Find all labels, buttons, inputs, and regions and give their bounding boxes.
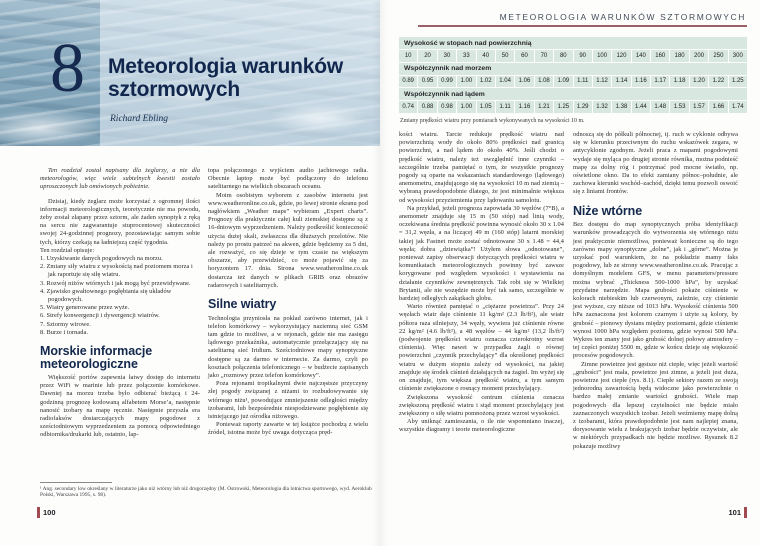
text-block: Dzisiaj, kiedy żeglarz może korzystać z ogromnej ilości informacji meteorologicznych, teoretycznie nie ma powodu, żeby został złapany przez sztorm, ale żaden synoptyk z ręką na sercu nie zagwarantuje stuprocentowej skuteczności swojej 24-godzinnej prognozy, pozostawiając samym sobie tych, którzy czekają na ładniejszą część tygodnia.: [40, 197, 200, 246]
table-cell: 200: [690, 50, 708, 62]
table-cell: 0.89: [399, 76, 417, 88]
text-block: 2. Zmiany siły wiatru z wysokością nad poziomem morza i jak raportuje się siłę wiatru.: [40, 263, 193, 279]
table-row-heights: [399, 50, 747, 62]
text-block: 6. Strefy konwergencji i dywergencji wiatrów.: [40, 312, 160, 320]
table-cell: 140: [632, 50, 650, 62]
table-cell: 20: [418, 50, 436, 62]
text-block: Na przykład, jeżeli prognoza zapowiada 30 węzłów (7°B), a anemometr znajduje się 15 m (50 stóp) nad linią wody, oczekiwana średnia prędkość powinna wynosić około 30 x 1.04 = 31,2 węzła, a na liczącej 49 m (160 stóp) latarni morskiej takiej jak Fastnet może zostać odnotowane 30 x 1.48 = 44,4 węzła; dobra „dziewiątka”! Użyłem słowa „odnotowane”, ponieważ zapisy obserwacji dotyczących prędkości wiatru w komunikatach meteorologicznych powinny być zawsze korygowane pod względem wysokości i wystawienia na działanie czynników zewnętrznych. Tak robi się w Wielkiej Brytanii, ale nie wszędzie może być tak samo, szczególnie w bardziej odległych zakątkach globu.: [399, 204, 564, 303]
table-cell: 1.09: [554, 76, 572, 88]
page-number-left: [37, 507, 56, 518]
table-cell: 0.88: [418, 101, 436, 113]
right-page-column-2: [573, 131, 738, 451]
page-number-value: 100: [43, 508, 56, 517]
page-number-accent-bar: [37, 507, 40, 518]
table-cell: 70: [535, 50, 553, 62]
table-cell: 1.16: [632, 76, 650, 88]
table-cell: 60: [515, 50, 533, 62]
table-row-sea: [399, 76, 747, 88]
table-cell: 100: [593, 50, 611, 62]
table-cell: 1.20: [690, 76, 708, 88]
chapter-number: 8: [50, 30, 85, 107]
text-block: Warto również pamiętać o „ciężarze powietrza”. Przy 24 węzłach wiatr daje ciśnienie 11 kg/m² (2.3 lb/ft²), ale wiatr półtora raza silniejszy, 34 węzły, wywiera już ciśnienie równe 22 kg/m² (4.6 lb/ft²), a 48 węzłów – 44 kg/m² (13,2 lb/ft²) (podwojenie prędkości wiatru oznacza czterokrotny wzrost ciśnienia). Więc nawet w przypadku żagli o równej powierzchni „czynnik przechylający” dla określonej prędkości wiatru w dużym stopniu zależy od wysokości, na jakiej znajduje się środek ciśnień działających na żagiel. Im wyżej się on znajduje, tym większa prędkość wiatru, a tym samym ciśnienie zwiększone o rosnący moment przechylający.: [399, 303, 564, 393]
table-cell: 300: [729, 50, 747, 62]
text-block: 4. Zjawisko gwałtownego pogłębiania się układów pogodowych.: [40, 287, 172, 304]
table-cell: 1.08: [535, 76, 553, 88]
table-cell: 1.21: [535, 101, 553, 113]
text-block: topa połączonego z wyjściem audio jachtowego radia. Obecnie laptop może być podłączony do telefonu satelitarnego na wielkich obszarach oceanu.: [208, 167, 368, 191]
table-cell: 250: [709, 50, 727, 62]
page-number-right: [728, 507, 747, 518]
table-cell: 1.11: [574, 76, 592, 88]
table-cell: 40: [477, 50, 495, 62]
left-page-column-1: [40, 167, 200, 440]
table-cell: 1.02: [477, 76, 495, 88]
text-block: Bez dostępu do map synoptycznych próba identyfikacji warunków prowadzących do wytworzenia się wtórnego niżu jest praktycznie niemożliwa, ponieważ konieczne są do tego zarówno mapy synoptyczne „dolne”, jak i „górne”. Można je uzyskać pod warunkiem, że na pokładzie mamy faks pogodowy, lub ze strony www.weatheronline.co.uk. Pracując z domyślnym modelem GFS, w menu parameters/pressure można wybrać „Thickness 500-1000 hPa”, by uzyskać przydatne narzędzie. Mapa grubości pokaże ciśnienie w kolorach niebieskim lub czerwonym, zależnie, czy ciśnienie jest wyższe, czy niższe od 1013 hPa. Wysokość ciśnienia 500 hPa zaznaczona jest kolorem czarnym i użyte są kolory, by grubość – pionowy dystans między poziomami, gdzie ciśnienie wynosi 1000 hPa względem poziomu, gdzie wynosi 500 hPa. Wykres ten znany jest jako grubość dolnej połowy atmosfery – tej części poniżej 5500 m, gdzie w końcu dzieje się większość procesów pogodowych.: [573, 221, 738, 360]
text-block: Ponieważ raporty zawarte w tej książce pochodzą z wielu źródeł, istotna może być uwaga dotycząca pręd-: [208, 421, 368, 437]
text-block: 5. Wiatry generowane przez wyże.: [40, 304, 130, 312]
table-section-label: Współczynnik nad morzem: [399, 63, 747, 75]
author-name: Richard Ebling: [110, 114, 168, 124]
table-cell: 1.29: [574, 101, 592, 113]
table-cell: 10: [399, 50, 417, 62]
text-block: Ten rozdział został napisany dla żeglarzy, a nie dla meteorologów, więc wiele subtelnych kwestii zostało uproszczonych lub omówionych pobieżnie.: [40, 167, 200, 191]
table-cell: 1.00: [457, 76, 475, 88]
table-row-land: [399, 101, 747, 113]
table-cell: 1.14: [612, 76, 630, 88]
page-number-accent-bar: [744, 507, 747, 518]
table-cell: 120: [612, 50, 630, 62]
table-cell: 1.53: [670, 101, 688, 113]
table-section-label: Współczynnik nad lądem: [399, 88, 747, 100]
table-cell: 1.12: [593, 76, 611, 88]
table-cell: 180: [670, 50, 688, 62]
table-cell: 1.74: [729, 101, 747, 113]
text-block: 1. Uzyskiwanie danych pogodowych na morzu.: [40, 255, 163, 263]
running-head: METEOROLOGIA WARUNKÓW SZTORMOWYCH: [499, 12, 746, 22]
table-cell: 0.99: [438, 76, 456, 88]
table-cell: 0.95: [418, 76, 436, 88]
table-section-label: Wysokość w stopach nad powierzchnią: [399, 37, 747, 49]
table-caption: Zmiany prędkości wiatru przy pomiarach wykonywanych na wysokości 10 m.: [400, 118, 585, 124]
running-head-rule: [418, 25, 747, 27]
table-cell: 0.74: [399, 101, 417, 113]
table-cell: 1.48: [651, 101, 669, 113]
table-cell: 30: [438, 50, 456, 62]
table-cell: 1.66: [709, 101, 727, 113]
table-cell: 90: [574, 50, 592, 62]
table-cell: 80: [554, 50, 572, 62]
page-gutter: [372, 0, 388, 546]
page-number-value: 101: [728, 508, 741, 517]
table-cell: 1.00: [457, 101, 475, 113]
table-cell: 1.38: [612, 101, 630, 113]
section-heading-nize-wtorne: Niże wtórne: [573, 203, 643, 218]
table-cell: 1.22: [709, 76, 727, 88]
table-cell: 1.18: [670, 76, 688, 88]
footnote: [40, 482, 372, 499]
table-cell: 33: [457, 50, 475, 62]
table-cell: 1.11: [496, 101, 514, 113]
table-cell: 1.16: [515, 101, 533, 113]
footnote-text: ¹ Ang. secondary low określany w literaturze jako niż wtórny lub niż drugorzędny (M. Ostrowski, Meteorologia dla lotnictwa sportowego, wyd. Aeroklub Polski, Warszawa 1995, s. 98).: [40, 485, 372, 499]
text-block: odnoszą się do półkuli północnej, tj. ruch w cyklonie odbywa się w kierunku przeciwnym do ruchu wskazówek zegara, w antycyklonie zgodnym. Jeżeli praca z mapami pogodowymi wydaje się myląca po drugiej stronie równika, można podnieść mapę za dolny róg i potrzymać pod mocne światło, np. oświetlone okno. Da to efekt zamiany północ–południe, ale zachowa kierunki wschód–zachód, dzięki temu pozwoli oswoić się z liniami frontów.: [573, 131, 738, 196]
text-block: 3. Rozwój niżów wtórnych i jak mogą być przewidywane.: [40, 279, 191, 287]
table-cell: 0.98: [438, 101, 456, 113]
table-cell: 1.44: [632, 101, 650, 113]
text-block: Ten rozdział opisuje:: [40, 246, 95, 254]
section-heading-morskie-informacje: Morskie informacje meteorologiczne: [40, 344, 153, 371]
table-cell: 1.32: [593, 101, 611, 113]
text-block: Większość portów zapewnia łatwy dostęp do internetu przez WiFi w marinie lub przez połączenie komórkowe. Dawniej na morzu trzeba było odbierać bieżącą i 24-godzinną prognozę kodowaną alfabetem Morse’a, następnie nanosić izobary na mapę ręcznie. Następnie przyszła era radiofaksów dostarczających mapy pogodowe z sześciodniowym wyprzedzeniem za pomocą odpowiedniego odbiornika/drukarki lub, ostatnio, lap-: [40, 374, 200, 439]
text-block: Aby uniknąć zamieszania, o ile nie wspomniano inaczej, wszystkie diagramy i teorie meteorologiczne: [399, 418, 564, 434]
left-page-column-2: [208, 167, 368, 438]
chapter-title: Meteorologia warunków sztormowych: [108, 55, 343, 101]
text-block: Moim osobistym wyborem z zasobów internetu jest www.weatheronline.co.uk, gdzie, po lewej stronie ekranu pod nagłówkiem „Weather maps” wybieram „Expert charts”. Prognozy dla praktycznie całej kuli ziemskiej dostępne są z 16-dniowym wyprzedzeniem. Należy podkreślić konieczność użycia dużej skali, zwłaszcza dla dłuższych przelotów. Nie należy po prostu patrzeć na akwen, gdzie będziemy za 5 dni, ale rozważyć, co się dzieje w tym czasie na większym obszarze, aby przewidzieć, co może pojawić się za horyzontem 17. dnia. Strona www.weatheronline.co.uk dostarcza też danych w plikach GRIB oraz obrazów radarowych i satelitarnych.: [208, 191, 368, 289]
text-block: Zimne powietrze jest gęstsze niż ciepłe, więc jeżeli wartość „grubości” jest mała, powietrze jest zimne, a jeżeli jest duża, powietrze jest ciepłe (rys. 8.1). Ciepłe sektory razem ze swoją jednorodną zawartością będą widoczne jako powierzchnie o bardzo małej zmianie wartości grubości. Wiele map pogodowych dla lepszej czytelności nie będzie miało zaznaczonych wszystkich izobar. Jeżeli weźmiemy mapę dolną z izobarami, która prawdopodobnie jest nam najlepiej znana, dorysowanie wielu z brakujących izobar będzie oczywiste, ale w niektórych przypadkach nie będzie możliwe. Rysunek 8.2 pokazuje możliwy: [573, 360, 738, 450]
table-cell: 1.06: [515, 76, 533, 88]
table-cell: 1.17: [651, 76, 669, 88]
table-cell: 1.25: [729, 76, 747, 88]
table-cell: 1.04: [496, 76, 514, 88]
text-block: kości wiatru. Tarcie redukuje prędkość wiatru nad powierzchnią wody do około 80% prędkości nad granicą powierzchni, a nad lądem do około 40%. Jeśli chodzi o prędkość wiatru, należy też uwzględnić inne czynniki – szczególnie trzeba pamiętać o tym, że wszystkie prognozy pogody są oparte na wskazaniach standardowego (lądowego) anemometru, znajdującego się na wysokości 10 m nad ziemią – wybraną prawdopodobnie dlatego, że jest minimalnie większa od wysokości przyziemienia przy lądowaniu samolotu.: [399, 131, 564, 204]
table-cell: 1.25: [554, 101, 572, 113]
text-block: 7. Sztormy wirowe.: [40, 320, 91, 328]
table-cell: 1.57: [690, 101, 708, 113]
wind-coefficient-table: [399, 37, 747, 113]
text-block: Poza rejonami tropikalnymi dwie najczęstsze przyczyny złej pogody związanej z niżami to rozbudowywanie się wtórnego niżu¹, powodujące zmniejszenie odległości między izobarami, lub bezpośrednie niespodziewane pogłębienie się istniejącego już ośrodka niżowego.: [208, 380, 368, 420]
table-cell: 1.05: [477, 101, 495, 113]
table-cell: 160: [651, 50, 669, 62]
table-cell: 50: [496, 50, 514, 62]
text-block: Zwiększona wysokość centrum ciśnienia oznacza zwiększoną prędkość wiatru i stąd moment przechylający jest zwiększony o siłę wiatru pomnożoną przez wzrost wysokości.: [399, 393, 564, 417]
footnote-rule: [40, 482, 112, 483]
text-block: Technologia przyniosła na pokład zarówno internet, jak i telefon komórkowy – wykorzystujący naziemną sieć GSM tam gdzie to możliwe, a w rejonach, gdzie nie ma zasięgu lądowego przekaźnika, automatycznie przełączający się na satelitarną sieć Iridium. Sześciodniowe mapy synoptyczne dostępne są za darmo w internecie. Za darmo, czyli po kosztach połączenia telefonicznego – w budżecie zapisanych jako „rozmowy przez telefon komórkowy”.: [208, 314, 368, 379]
right-page-column-1: [399, 131, 564, 435]
section-heading-silne-wiatry: Silne wiatry: [208, 297, 277, 312]
text-block: 8. Burze i tornada.: [40, 328, 88, 336]
ocean-waves-photo: [0, 0, 380, 146]
